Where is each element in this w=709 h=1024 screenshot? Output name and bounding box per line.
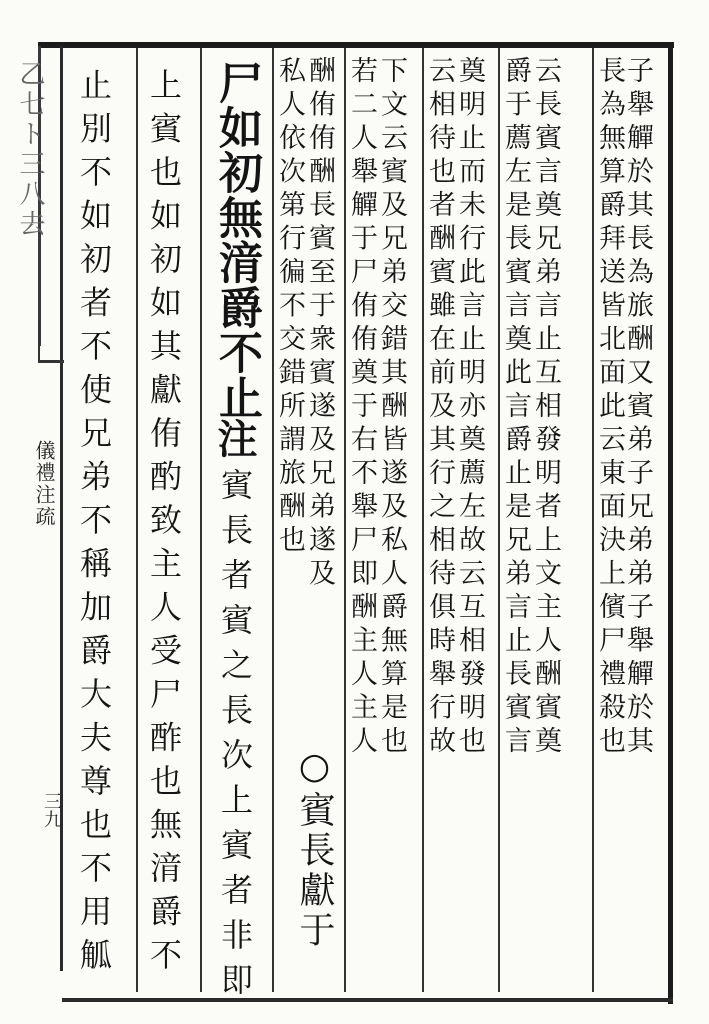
frame-right-border [668,42,673,1004]
note-marker: 注 [211,418,258,459]
text-column: 私人依次第行徧不交錯所謂旅酬也 [274,56,305,559]
margin-fragment-text: 乙七ト三八去 [15,60,45,240]
text-column: 爵于薦左是長賓言奠此言爵止是兄弟言止長賓言 [500,56,531,760]
frame-left-border [60,46,63,971]
frame-bottom-border [62,998,673,1002]
page-number: 三九 [41,792,62,828]
text-column: 酬侑侑酬長賓至于衆賓遂及兄弟遂及 [304,56,335,592]
classic-main-text: 尸如初無湇爵不止 [211,60,262,420]
commentary-column: 上賓也如初如其獻侑酌致主人受尸酢也無湇爵不 [145,68,183,982]
book-title: 儀禮注疏 [32,440,56,528]
text-column: 奠明止而未行此言止明亦奠薦左故云互相發明也 [454,56,485,760]
fishtail-mark [38,320,64,363]
text-column: 長為無算爵拜送皆北面此云東面決上儐尸禮殺也 [594,56,625,760]
column-rule [200,48,202,992]
frame-top-border [38,42,674,48]
commentary-column: 止別不如初者不使兄弟不稱加爵大夫尊也不用觚 [75,68,113,982]
text-column: 下文云賓及兄弟交錯其酬皆遂及私人爵無算是也 [376,56,407,760]
commentary-text: 賓長者賓之長次上賓者非即 [216,468,254,1008]
text-column: 云長賓言奠兄弟言止互相發明者上文主人酬賓奠 [530,56,561,760]
text-column: 子舉觶於其長為旅酬又賓弟子兄弟弟子舉觶於其 [622,56,653,760]
classic-text-tail: ○賓長獻于 [294,746,335,951]
column-rule [136,48,138,992]
text-column: 云相待也者酬賓雖在前及其行之相待俱時舉行故 [424,56,455,760]
text-column: 若二人舉觶于尸侑侑奠于右不舉尸即酬主人主人 [346,56,377,760]
